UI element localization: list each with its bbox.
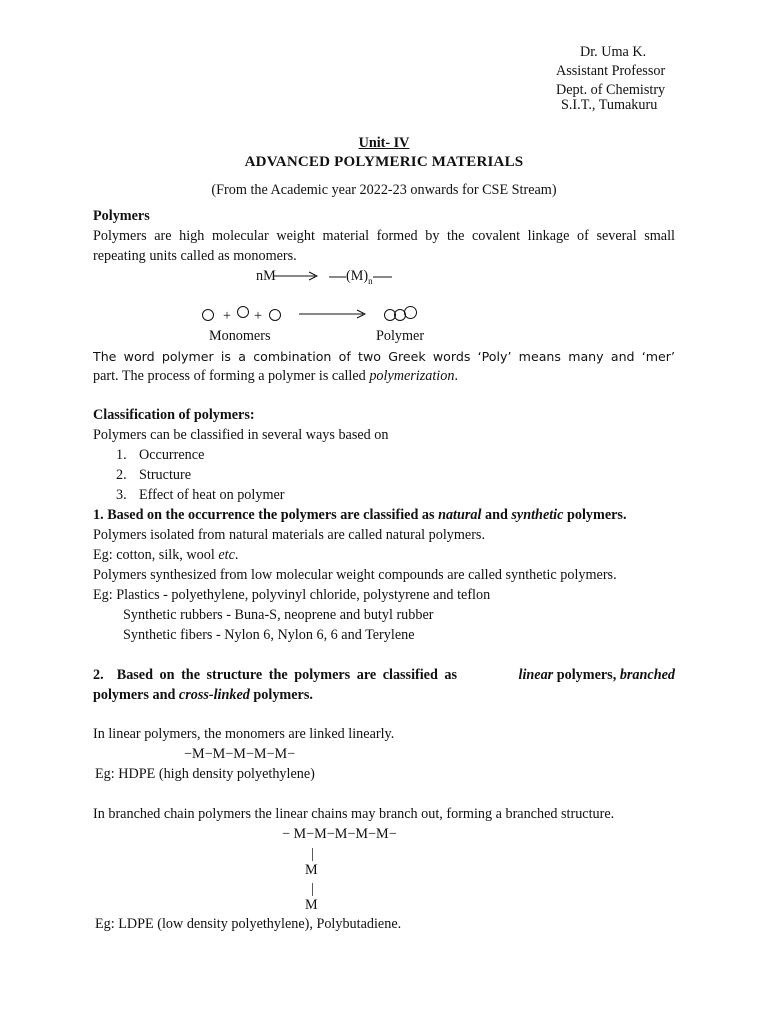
branched-polymers-definition: In branched chain polymers the linear chains may branch out, forming a branched structure. bbox=[93, 806, 615, 822]
natural-polymers-definition: Polymers isolated from natural materials are called natural polymers. bbox=[93, 527, 485, 543]
polymer-label: Polymer bbox=[376, 328, 425, 344]
polymers-definition-line2: repeating units called as monomers. bbox=[93, 248, 297, 264]
classification-heading: Classification of polymers: bbox=[93, 407, 255, 423]
branched-polymers-example: Eg: LDPE (low density polyethylene), Polybutadiene. bbox=[95, 916, 402, 932]
monomer-circle-icon bbox=[269, 309, 281, 321]
linear-polymers-definition: In linear polymers, the monomers are linked linearly. bbox=[93, 726, 395, 742]
plus-sign: + bbox=[254, 308, 263, 324]
equation-product: $(M)_n$ bbox=[346, 268, 373, 286]
monomers-label: Monomers bbox=[209, 328, 271, 344]
equation-reactant: nM bbox=[256, 268, 276, 284]
list-number: 2. bbox=[116, 467, 127, 483]
branch-bond: | bbox=[311, 846, 314, 862]
list-item: Occurrence bbox=[139, 447, 205, 463]
bond-line-icon bbox=[372, 268, 394, 284]
branch-monomer: M bbox=[305, 897, 318, 913]
branched-chain: − M−M−M−M−M− bbox=[282, 826, 397, 842]
unit-label: Unit- IV bbox=[358, 135, 410, 151]
greek-origin-line2: part. The process of forming a polymer is called polymerization. bbox=[93, 368, 458, 384]
list-item: Structure bbox=[139, 467, 192, 483]
page-title: ADVANCED POLYMERIC MATERIALS bbox=[244, 154, 524, 170]
linear-polymers-example: Eg: HDPE (high density polyethylene) bbox=[95, 766, 315, 782]
reaction-arrow-icon bbox=[271, 268, 321, 284]
plastics-examples: Eg: Plastics - polyethylene, polyvinyl chloride, polystyrene and teflon bbox=[93, 587, 491, 603]
bond-line-icon bbox=[327, 268, 347, 284]
author-department: Dept. of Chemistry bbox=[556, 82, 666, 98]
author-institute: S.I.T., Tumakuru bbox=[561, 97, 658, 113]
synthetic-polymers-definition: Polymers synthesized from low molecular weight compounds are called synthetic polymers. bbox=[93, 567, 617, 583]
author-designation: Assistant Professor bbox=[556, 63, 666, 79]
occurrence-heading: 1. Based on the occurrence the polymers are classified as natural and synthetic polymers. bbox=[93, 507, 627, 523]
list-number: 1. bbox=[116, 447, 127, 463]
linear-chain: −M−M−M−M−M− bbox=[184, 746, 296, 762]
reaction-arrow-icon bbox=[297, 306, 369, 322]
branch-monomer: M bbox=[305, 862, 318, 878]
plus-sign: + bbox=[223, 308, 232, 324]
structure-heading-line2: polymers and cross-linked polymers. bbox=[93, 687, 313, 703]
polymers-heading: Polymers bbox=[93, 208, 150, 224]
monomer-circle-icon bbox=[237, 306, 249, 318]
polymers-definition-line1: Polymers are high molecular weight material formed by the covalent linkage of several small bbox=[93, 228, 675, 244]
greek-origin-line1: The word polymer is a combination of two Greek words ‘Poly’ means many and ‘mer’ bbox=[93, 349, 675, 364]
fibers-examples: Synthetic fibers - Nylon 6, Nylon 6, 6 and Terylene bbox=[123, 627, 415, 643]
rubbers-examples: Synthetic rubbers - Buna-S, neoprene and butyl rubber bbox=[123, 607, 434, 623]
author-name: Dr. Uma K. bbox=[580, 44, 647, 60]
classification-intro: Polymers can be classified in several ways based on bbox=[93, 427, 389, 443]
page-subtitle: (From the Academic year 2022-23 onwards for CSE Stream) bbox=[211, 182, 557, 198]
natural-polymers-examples: Eg: cotton, silk, wool etc. bbox=[93, 547, 239, 563]
polymer-circle-icon bbox=[404, 306, 417, 319]
structure-heading-line1: 2. Based on the structure the polymers are classified as linear polymers, branched bbox=[93, 667, 675, 683]
list-item: Effect of heat on polymer bbox=[139, 487, 285, 503]
branch-bond: | bbox=[311, 881, 314, 897]
list-number: 3. bbox=[116, 487, 127, 503]
monomer-circle-icon bbox=[202, 309, 214, 321]
